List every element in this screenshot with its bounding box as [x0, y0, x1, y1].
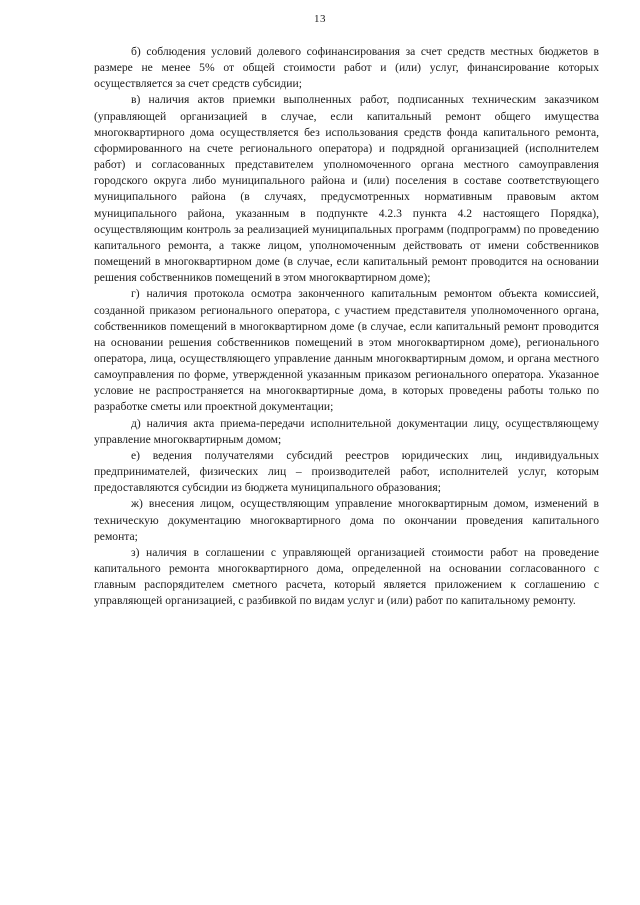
page-number: 13: [314, 13, 326, 25]
paragraph-b-cofinancing: б) соблюдения условий долевого софинансирования за счет средств местных бюджетов в размере не менее 5% от общей стоимости работ и (или) услуг, финансирование которых осуществляется за счет средств субсидии;: [94, 45, 599, 91]
paragraph-e-registries: е) ведения получателями субсидий реестров юридических лиц, индивидуальных предпринимателей, физических лиц – производителей работ, исполнителей услуг, которым предоставляются субсидии из бюджета муниципального образования;: [94, 448, 599, 495]
paragraph-zh-technical-documentation: ж) внесения лицом, осуществляющим управление многоквартирным домом, изменений в техническую документацию многоквартирного дома по окончании проведения капитального ремонта;: [94, 497, 599, 543]
paragraph-d-documentation-transfer: д) наличия акта приема-передачи исполнительной документации лицу, осуществляющему управление многоквартирным домом;: [94, 416, 599, 446]
document-body: [94, 44, 599, 609]
paragraph-g-inspection-protocol: г) наличия протокола осмотра законченного капитальным ремонтом объекта комиссией, созданной приказом регионального оператора, с участием представителя уполномоченного органа, собственников помещений в многоквартирном доме (в случае, если капитальный ремонт проводится на основании решения собственников помещений в этом многоквартирном доме), регионального оператора, лица, осуществляющего управление данным многоквартирным домом, и органа местного самоуправления по форме, утвержденной указанным приказом регионального оператора. Указанное условие не распространяется на многоквартирные дома, в которых проведены работы только по разработке сметы или проектной документации;: [94, 287, 599, 414]
paragraph-z-agreement-cost: з) наличия в соглашении с управляющей организацией стоимости работ на проведение капитального ремонта многоквартирного дома, определенной на основании согласованного с главным распорядителем сметного расчета, который является приложением к соглашению с управляющей организацией, с разбивкой по видам услуг и (или) работ по капитальному ремонту.: [94, 545, 599, 608]
paragraph-v-acceptance-acts: в) наличия актов приемки выполненных работ, подписанных техническим заказчиком (управляющей организацией в случае, если капитальный ремонт общего имущества многоквартирного дома осуществляется без использования средств фонда капитального ремонта, сформированного на счете регионального оператора) и подрядной организацией (исполнителем работ) и согласованных представителем уполномоченного органа местного самоуправления городского округа либо муниципального района и (или) поселения в составе соответствующего муниципального района (в случаях, предусмотренных нормативным правовым актом муниципального района, указанным в подпункте 4.2.3 пункта 4.2 настоящего Порядка), осуществляющим контроль за реализацией муниципальных программ (подпрограмм) по проведению капитального ремонта, а также лицом, уполномоченным действовать от имени собственников помещений в многоквартирном доме (в случае, если капитальный ремонт проводится на основании решения собственников помещений в этом многоквартирном доме);: [94, 93, 599, 285]
